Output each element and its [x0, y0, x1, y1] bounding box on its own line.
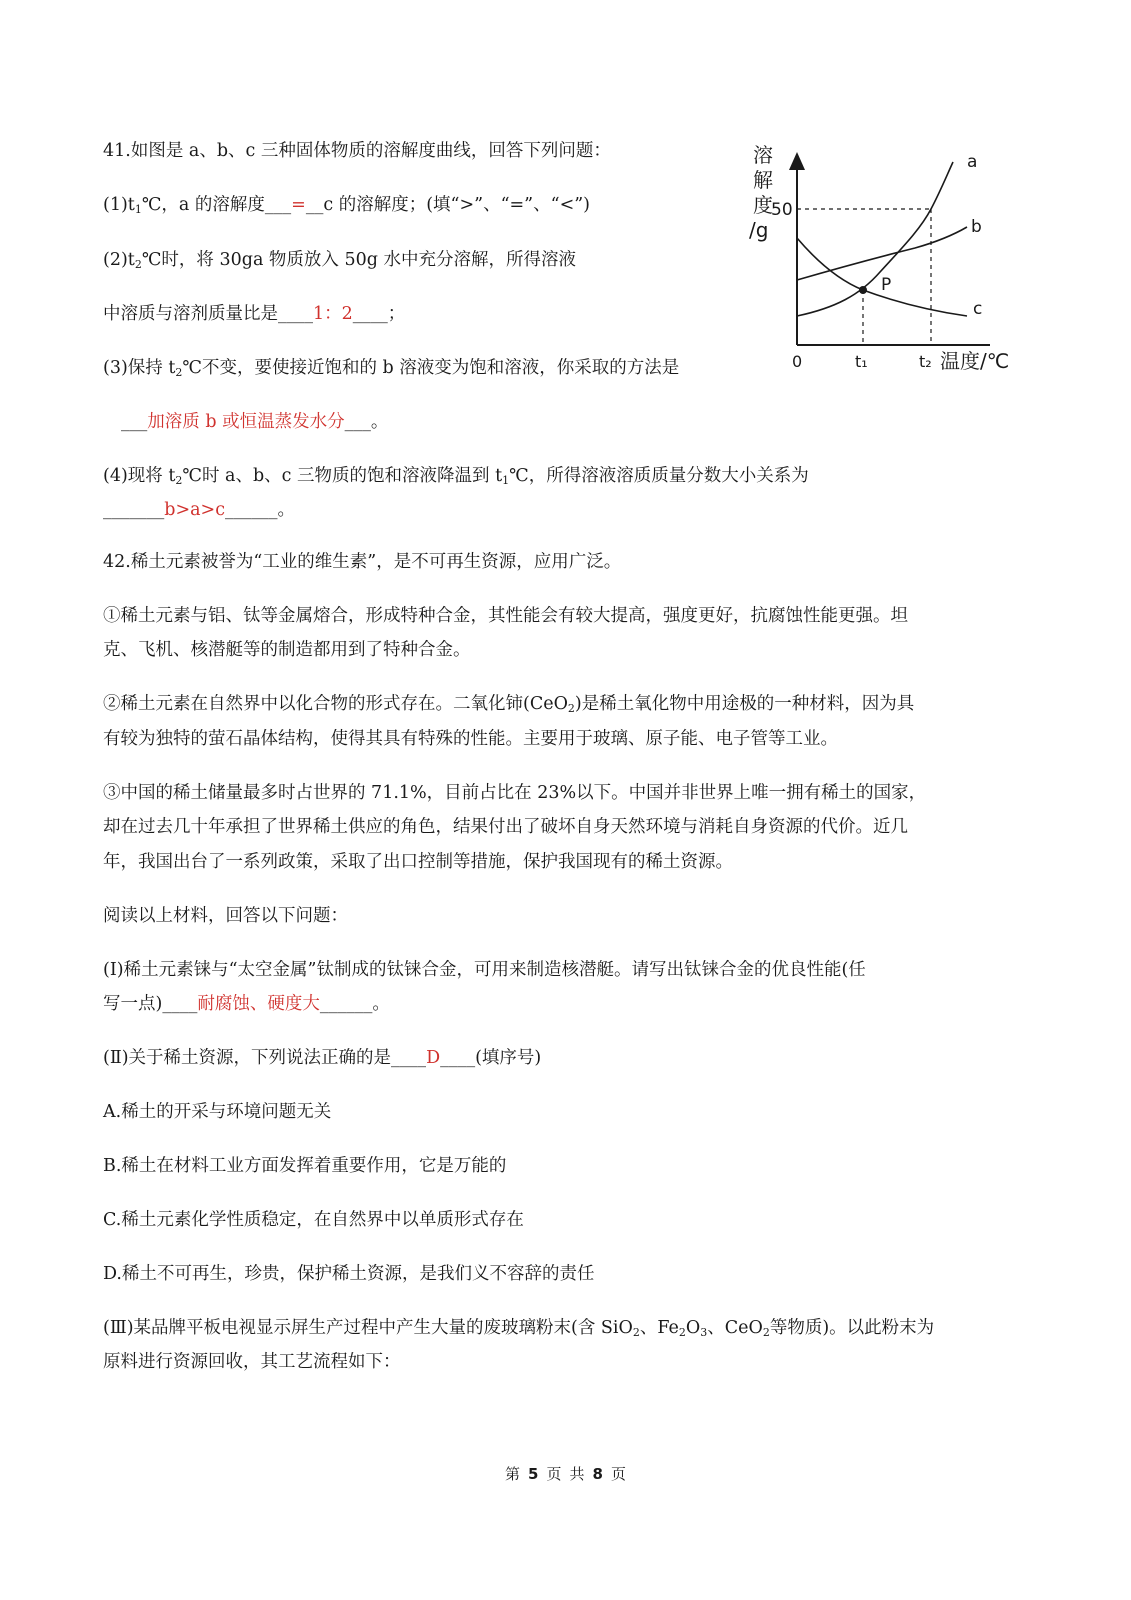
q41-part4-answer: _______b>a>c______。	[103, 500, 296, 520]
q42-part3-line2: 原料进行资源回收，其工艺流程如下：	[103, 1352, 401, 1372]
answer: D	[426, 1048, 441, 1068]
origin-label: 0	[792, 352, 803, 371]
answer: =	[291, 195, 306, 215]
answer: 1：2	[313, 304, 353, 324]
label-a: a	[967, 152, 978, 172]
point-p	[859, 286, 867, 294]
x-tick-t2: t₂	[919, 352, 932, 371]
answer: 加溶质 b 或恒温蒸发水分	[147, 412, 345, 432]
read-instruction: 阅读以上材料，回答以下问题：	[103, 906, 348, 926]
material-3-line3: 年，我国出台了一系列政策，采取了出口控制等措施，保护我国现有的稀土资源。	[103, 852, 733, 872]
material-2-line1: ②稀土元素在自然界中以化合物的形式存在。二氧化铈(CeO$_2$)是稀土氧化物中用途极的一种材料，因为具	[103, 694, 915, 715]
y-label-4: /g	[749, 218, 769, 242]
label-b: b	[971, 217, 982, 237]
q42-stem: 42.稀土元素被誉为“工业的维生素”，是不可再生资源，应用广泛。	[103, 552, 622, 572]
q41-stem: 41.如图是 a、b、c 三种固体物质的溶解度曲线，回答下列问题：	[103, 141, 611, 161]
q42-part1-line2: 写一点)____耐腐蚀、硬度大______。	[103, 994, 390, 1014]
q41-part3: (3)保持 $t_2℃$不变，要使接近饱和的 b 溶液变为饱和溶液，你采取的方法是	[103, 358, 680, 379]
solubility-chart	[735, 140, 1015, 390]
curve-b	[797, 227, 967, 280]
q42-part2: (Ⅱ)关于稀土资源，下列说法正确的是____D____(填序号)	[103, 1048, 542, 1068]
option-a: A.稀土的开采与环境问题无关	[103, 1102, 332, 1122]
material-3-line1: ③中国的稀土储量最多时占世界的 71.1%，目前占比在 23%以下。中国并非世界上唯一拥有稀土的国家，	[103, 783, 927, 803]
option-b: B.稀土在材料工业方面发挥着重要作用，它是万能的	[103, 1156, 507, 1176]
q41-part2-cont: 中溶质与溶剂质量比是____1：2____；	[103, 304, 406, 324]
option-d: D.稀土不可再生，珍贵，保护稀土资源，是我们义不容辞的责任	[103, 1264, 595, 1284]
q42-part1-line1: (Ⅰ)稀土元素铼与“太空金属”钛制成的钛铼合金，可用来制造核潜艇。请写出钛铼合金的优良性能(任	[103, 960, 866, 980]
curve-a	[797, 162, 953, 316]
y-label-3: 度	[753, 193, 773, 217]
page-footer: 第 5 页 共 8 页	[505, 1465, 626, 1483]
answer: b>a>c	[164, 500, 226, 520]
option-c: C.稀土元素化学性质稳定，在自然界中以单质形式存在	[103, 1210, 524, 1230]
y-label-1: 溶	[753, 143, 773, 167]
q41-part1: $(1)t_1℃$，a 的溶解度___=__c 的溶解度；(填“>”、“=”、“<”)	[103, 195, 591, 216]
point-p-label: P	[881, 275, 892, 295]
y-label-2: 解	[753, 168, 773, 192]
x-tick-t1: t₁	[855, 352, 868, 371]
q41-part3-answer: ___加溶质 b 或恒温蒸发水分___。	[121, 412, 389, 432]
material-2-line2: 有较为独特的萤石晶体结构，使得其具有特殊的性能。主要用于玻璃、原子能、电子管等工业。	[103, 729, 838, 749]
material-3-line2: 却在过去几十年承担了世界稀土供应的角色，结果付出了破坏自身天然环境与消耗自身资源的代价。近几	[103, 817, 908, 837]
q41-part4: (4)现将 $t_2℃$时 a、b、c 三物质的饱和溶液降温到 $t_1℃$，所得溶液溶质质量分数大小关系为	[103, 466, 809, 487]
answer: 耐腐蚀、硬度大	[197, 994, 320, 1014]
label-c: c	[973, 299, 983, 319]
q42-part3-line1: (Ⅲ)某品牌平板电视显示屏生产过程中产生大量的废玻璃粉末(含 SiO$_2$、$Fe_2O_3$、CeO$_2$等物质)。以此粉末为	[103, 1318, 935, 1339]
material-1-line2: 克、飞机、核潜艇等的制造都用到了特种合金。	[103, 640, 471, 660]
y-tick-50: 50	[771, 200, 793, 220]
x-label: 温度/℃	[940, 349, 1010, 373]
q41-part2: $(2)t_2℃$时，将 30ga 物质放入 50g 水中充分溶解，所得溶液	[103, 250, 577, 271]
material-1-line1: ①稀土元素与铝、钛等金属熔合，形成特种合金，其性能会有较大提高，强度更好，抗腐蚀性能更强。坦	[103, 606, 908, 626]
